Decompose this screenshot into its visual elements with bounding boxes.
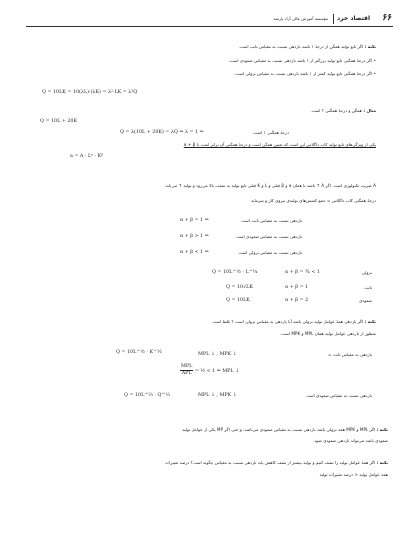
note1-bullet-2: • اگر درجهٔ همگنی تابع تولید کمتر از ۱ باشد بازدهی نسبت به مقیاس نزولی است.	[234, 71, 376, 76]
equation-lambda: Q = λ(10L + 20K) = λQ ⇒ λ = 1 ⇒	[120, 130, 204, 135]
note4-line-1	[28, 460, 388, 466]
book-title: اقتصاد خرد	[337, 15, 370, 22]
note2-text: اگر بازدهی همهٔ عوامل تولید نزولی باشد آیا بازدهی به مقیاس نزولی است ؟ غلط است	[212, 319, 364, 324]
example3-sum: α + β = 2	[285, 298, 309, 303]
example3-label: صعودی	[359, 298, 372, 303]
ex-b-mp: MPL ↓ , MPK ↓	[198, 393, 237, 398]
note3-line-1	[28, 427, 388, 433]
note1-bullet-1: • اگر درجهٔ همگنی تابع تولید بزرگتر از ۱ باشد بازدهی نسبت به مقیاس صعودی است.	[228, 58, 376, 63]
mpl-apl-fraction	[180, 364, 193, 377]
case-desc-2: بازدهی نسبت به مقیاس صعودی است	[235, 234, 302, 239]
fraction-result: = ½ < 1 ⇒ MPL ↓	[194, 369, 240, 374]
case-desc-3: بازدهی نسبت به مقیاس نزولی است	[238, 250, 302, 255]
case-cond-3: α + β < 1 ⇒	[180, 250, 209, 255]
example2-label: ثابت	[364, 285, 372, 290]
ex-b-label: بازدهی نسبت به مقیاس صعودی است	[305, 393, 372, 398]
example1-equation: Q = 10L^½ · L^¼	[212, 270, 258, 275]
note3-title: نکته :	[375, 427, 388, 432]
equation-linear: Q = 10L + 20K	[40, 119, 78, 124]
example2-equation: Q = 10√LK	[226, 285, 253, 290]
header-separator	[333, 14, 334, 24]
example-title: مثال :	[361, 108, 376, 113]
note1-title: نکته :	[363, 44, 376, 49]
returns-to-scale-line: درجهٔ همگنی کاب داگلاس = جمع کشش‌های تولیدی نیروی کار و سرمایه	[251, 198, 376, 203]
note3-line-2: صعودی باشد می‌تواند بازدهی صعودی شود.	[312, 438, 388, 443]
ex-a-mp: MPL ↓ , MPK ↓	[198, 352, 237, 357]
ex-a-label: بازدهی به مقیاس ثابت =	[327, 352, 372, 357]
ex-b-equation: Q = 10L^⅔ · Q^⅔	[124, 393, 171, 398]
note2-sub: منظور از بازدهی عوامل تولید همان MPL و MPK است.	[279, 331, 376, 336]
note2-title: نکته :	[363, 319, 376, 324]
publisher-name: مؤسسه آموزش عالی آزاد پارسه	[273, 16, 328, 21]
case-cond-2: α + β > 1 ⇒	[180, 234, 209, 239]
page-number: ۶۶	[382, 13, 392, 23]
cobb-douglas-equation: a = A · Lᵅ · Kᵝ	[70, 154, 103, 159]
case-cond-1: α + β = 1 ⇒	[180, 218, 209, 223]
case-desc-1: بازدهی نسبت به مقیاس ثابت است	[241, 218, 302, 223]
example-text: همگن و درجهٔ همگنی ؟ است.	[310, 108, 362, 113]
degree-text: درجهٔ همگنی ۱ است.	[252, 130, 289, 135]
example3-equation: Q = 10LK	[226, 298, 250, 303]
equation-homogeneous-2: Q = 10LK = 10(λL)·(λK) = λ²·LK = λ²Q	[42, 90, 138, 95]
ex-a-ratio	[180, 364, 239, 377]
fraction-denominator: APL	[181, 371, 192, 376]
note1-text: اگر تابع تولید همگن از درجهٔ ۱ باشد بازدهی نسبت به مقیاس ثابت است.	[238, 44, 364, 49]
example1-sum: α + β = ¾ < 1	[285, 270, 320, 275]
header-rule	[26, 26, 393, 27]
note1-line	[36, 44, 376, 50]
fraction-numerator: MPL	[181, 364, 193, 369]
ex-a-equation: Q = 10L^½ · K^½	[116, 350, 162, 355]
example-line	[36, 108, 376, 114]
example2-sum: α + β = 1	[285, 285, 309, 290]
example1-label: نزولی	[361, 270, 372, 275]
note2-line	[36, 319, 376, 325]
note3-text-1: اگر MPL و MPK همه نزولی باشد بازدهی نسبت به مقیاس صعودی می‌باشد، و حتی اگر MP یکی از عوامل تولید	[182, 427, 376, 432]
note4-text-1: اگر همهٔ عوامل تولید را نصف کنیم و تولید بیشتر از نصف کاهش یابد بازدهی نسبت به مقیاس چگونه است؟ درصد تغییرات	[165, 460, 376, 465]
cobb-douglas-property: یکی از ویژگی‌های تابع تولید کاب داگلاس این است که تعیین همگن است و درجهٔ همگنی آن برابر است با α + β	[183, 142, 376, 147]
technology-line: A ضریب تکنولوژی است. اگر A ↑ باشد با همان α و β قبلی و L و K قبلی تابع تولید به سمت بالا می‌رود و تولید ↑ می‌یابد.	[164, 183, 376, 188]
note4-title: نکته :	[375, 460, 388, 465]
note4-line-2: همه عوامل تولید < درصد تغییرات تولید	[319, 472, 388, 477]
